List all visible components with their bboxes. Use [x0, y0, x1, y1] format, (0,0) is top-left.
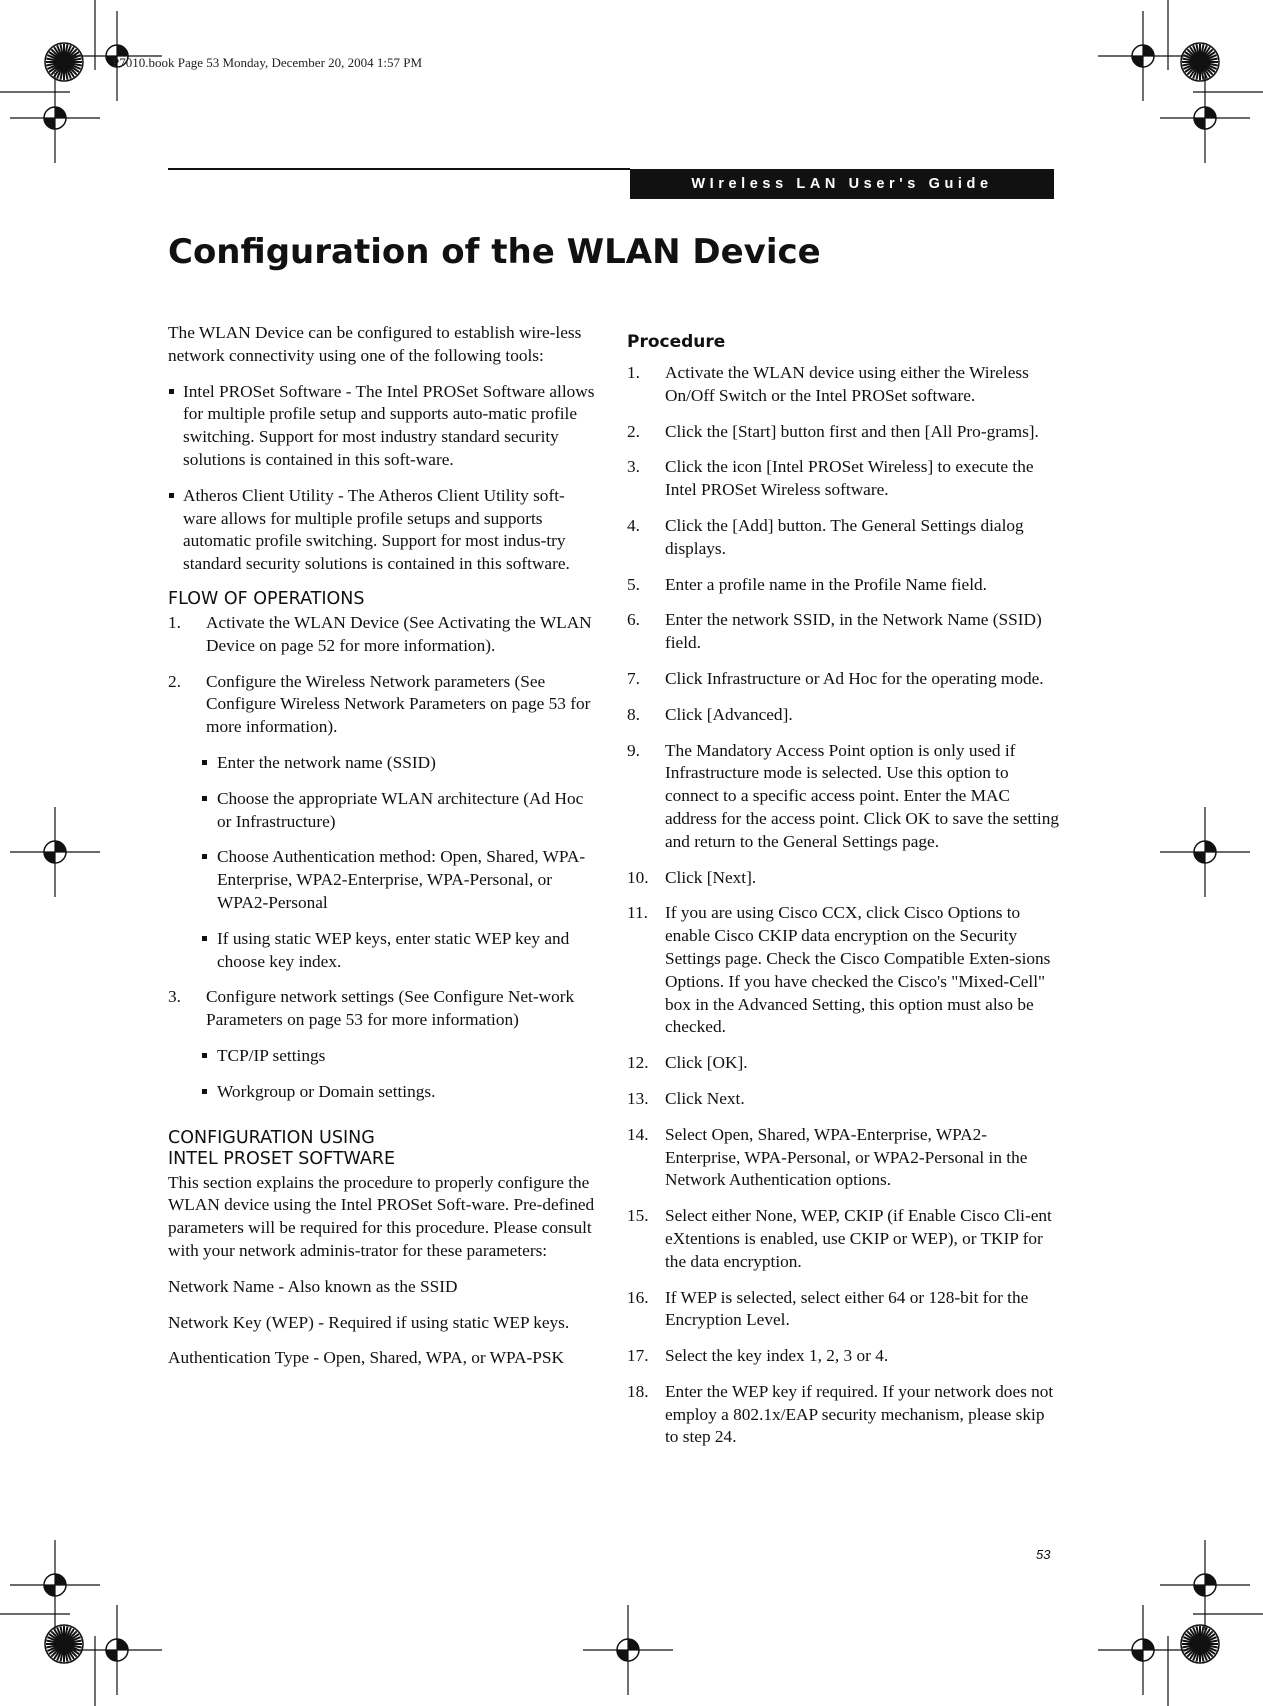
step-text: Configure the Wireless Network parameters (See Configure Wireless Network Parameters on page 53 for more information). [206, 671, 591, 737]
intro-paragraph: The WLAN Device can be configured to establish wire-less network connectivity using one of the following tools: [168, 323, 582, 365]
flow-step [168, 612, 596, 658]
step-text: Select Open, Shared, WPA-Enterprise, WPA2-Enterprise, WPA-Personal, or WPA2-Personal in the Network Authentication options. [665, 1124, 1028, 1190]
step-number: 4. [627, 515, 640, 535]
param-term: Authentication Type [168, 1348, 310, 1368]
step-number: 14. [627, 1124, 649, 1144]
step-text: Activate the WLAN device using either the Wireless On/Off Switch or the Intel PROSet software. [665, 363, 1029, 405]
tool-text: Intel PROSet Software - The Intel PROSet Software allows for multiple profile setup and supports auto-matic profile switching. Support for most industry standard security solutions is contained in this soft-ware. [183, 381, 595, 469]
param-network-name [168, 1276, 596, 1299]
procedure-step [627, 362, 1059, 408]
sub-item-text: If using static WEP keys, enter static WEP key and choose key index. [217, 928, 570, 971]
bullet-square-icon [202, 796, 207, 801]
procedure-step [627, 456, 1059, 502]
step-number: 12. [627, 1053, 649, 1073]
flow-sub-item [168, 752, 596, 775]
header-band: WIreless LAN User's Guide [630, 169, 1054, 199]
step-number: 7. [627, 668, 640, 688]
bullet-square-icon [202, 1053, 207, 1058]
step-text: If you are using Cisco CCX, click Cisco Options to enable Cisco CKIP data encryption on the Security Settings page. Check the Cisco Compatible Exten-sions Options. If you have checked the Cisco's "Mixed-Cell" box in the Advanced Setting, this option must also be checked. [665, 903, 1051, 1037]
procedure-heading: Procedure [627, 332, 726, 352]
procedure-step [627, 668, 1059, 691]
procedure-list [627, 362, 1059, 1449]
procedure-step [627, 1088, 1059, 1111]
left-column [168, 322, 596, 1383]
step-number: 1. [627, 363, 640, 382]
step-number: 3. [627, 457, 640, 477]
param-network-key [168, 1312, 596, 1335]
config-heading-line-1: CONFIGURATION USING [168, 1127, 375, 1148]
step-text: Enter a profile name in the Profile Name field. [665, 574, 987, 594]
step-text: If WEP is selected, select either 64 or 128-bit for the Encryption Level. [665, 1287, 1029, 1330]
header-rule [168, 168, 630, 170]
procedure-step [627, 515, 1059, 561]
step-text: Click Next. [665, 1088, 745, 1108]
step-text: Click [Next]. [665, 867, 757, 887]
step-number: 18. [627, 1381, 649, 1401]
procedure-step [627, 574, 1059, 597]
config-intro: This section explains the procedure to properly configure the WLAN device using the Intel PROSet Soft-ware. Pre-defined parameters will be required for this procedure. Please consult with your network adminis-trator for these parameters: [168, 1172, 595, 1260]
bullet-square-icon [202, 854, 207, 859]
step-text: Click the icon [Intel PROSet Wireless] to execute the Intel PROSet Wireless software. [665, 457, 1034, 500]
sub-item-text: Choose Authentication method: Open, Shared, WPA-Enterprise, WPA2-Enterprise, WPA-Personal, or WPA2-Personal [217, 847, 586, 912]
page-number: 53 [1036, 1547, 1051, 1562]
step-text: Enter the WEP key if required. If your network does not employ a 802.1x/EAP security mechanism, please skip to step 24. [665, 1381, 1054, 1447]
step-text: Click [OK]. [665, 1053, 748, 1073]
step-number: 5. [627, 574, 640, 594]
step-number: 2. [168, 671, 181, 691]
step-number: 3. [168, 987, 181, 1007]
procedure-step [627, 1381, 1059, 1449]
bullet-square-icon [169, 389, 174, 394]
procedure-step [627, 609, 1059, 655]
flow-step [168, 986, 596, 1032]
step-text: The Mandatory Access Point option is only used if Infrastructure mode is selected. Use this option to connect to a specific access point. Enter the MAC address for the access point. Click OK to save the setting and return to the General Settings page. [665, 740, 1060, 851]
tool-item [168, 381, 596, 472]
param-desc: - Open, Shared, WPA, or WPA-PSK [309, 1348, 564, 1368]
flow-heading: FLOW OF OPERATIONS [168, 588, 365, 609]
sub-item-text: Workgroup or Domain settings. [217, 1081, 436, 1101]
step-text: Select either None, WEP, CKIP (if Enable Cisco Cli-ent eXtentions is enabled, use CKIP or WEP), or TKIP for the data encryption. [665, 1206, 1052, 1271]
step-number: 11. [627, 903, 648, 923]
flow-sub-item [168, 1045, 596, 1068]
param-desc: - Required if using static WEP keys. [313, 1312, 570, 1332]
print-stamp: P7010.book Page 53 Monday, December 20, 2004 1:57 PM [112, 55, 423, 70]
step-number: 16. [627, 1287, 649, 1307]
flow-sub-item [168, 1081, 596, 1104]
flow-sub-item [168, 928, 596, 974]
bullet-square-icon [202, 1089, 207, 1094]
tool-text: Atheros Client Utility - The Atheros Client Utility soft-ware allows for multiple profile setups and supports automatic profile switching. Support for most indus-try standard security solutions is contained in this software. [183, 485, 570, 574]
step-text: Activate the WLAN Device (See Activating the WLAN Device on page 52 for more information). [206, 612, 592, 655]
config-heading-line-2: INTEL PROSET SOFTWARE [168, 1148, 396, 1169]
step-number: 1. [168, 612, 181, 632]
step-number: 2. [627, 421, 640, 441]
bullet-square-icon [202, 760, 207, 765]
procedure-step [627, 1124, 1059, 1192]
sub-item-text: Enter the network name (SSID) [217, 752, 436, 772]
step-text: Click the [Start] button first and then [All Pro-grams]. [665, 421, 1039, 441]
step-text: Click [Advanced]. [665, 704, 793, 724]
procedure-step [627, 1205, 1059, 1273]
step-number: 17. [627, 1346, 649, 1366]
step-text: Configure network settings (See Configure Net-work Parameters on page 53 for more information) [206, 987, 575, 1030]
flow-step [168, 671, 596, 739]
param-term: Network Key (WEP) [168, 1312, 314, 1332]
step-number: 15. [627, 1206, 649, 1226]
step-text: Enter the network SSID, in the Network Name (SSID) field. [665, 610, 1042, 653]
param-term: Network Name [168, 1276, 275, 1296]
step-text: Click the [Add] button. The General Settings dialog displays. [665, 515, 1024, 558]
step-text: Select the key index 1, 2, 3 or 4. [665, 1346, 889, 1366]
procedure-step [627, 1052, 1059, 1075]
step-number: 6. [627, 610, 640, 630]
step-number: 9. [627, 740, 640, 760]
param-auth-type [168, 1347, 596, 1370]
sub-item-text: Choose the appropriate WLAN architecture (Ad Hoc or Infrastructure) [217, 788, 584, 831]
bullet-square-icon [169, 493, 174, 498]
procedure-step [627, 1345, 1059, 1368]
procedure-step [627, 704, 1059, 727]
param-desc: - Also known as the SSID [274, 1276, 458, 1296]
procedure-step [627, 902, 1059, 1039]
config-heading [168, 1128, 596, 1170]
step-text: Click Infrastructure or Ad Hoc for the operating mode. [665, 668, 1044, 688]
tool-item [168, 485, 596, 576]
flow-sub-item [168, 788, 596, 834]
procedure-step [627, 740, 1059, 854]
page-title: Configuration of the WLAN Device [168, 232, 821, 272]
step-number: 10. [627, 867, 649, 887]
right-column [627, 331, 1059, 1462]
step-number: 8. [627, 704, 640, 724]
step-number: 13. [627, 1088, 649, 1108]
bullet-square-icon [202, 936, 207, 941]
procedure-step [627, 867, 1059, 890]
procedure-step [627, 1287, 1059, 1333]
flow-sub-item [168, 846, 596, 914]
procedure-step [627, 421, 1059, 444]
sub-item-text: TCP/IP settings [217, 1045, 326, 1065]
